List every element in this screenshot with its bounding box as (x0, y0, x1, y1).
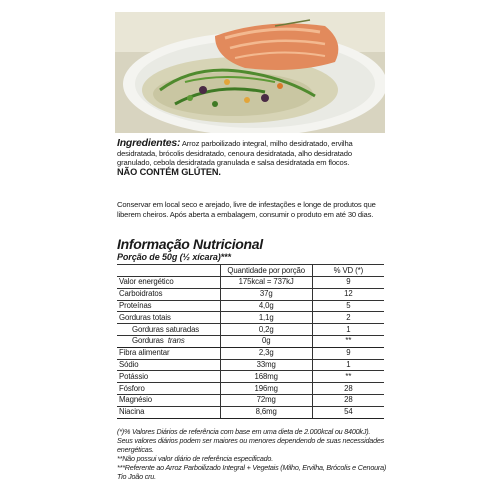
ingredients-label: Ingredientes: (117, 137, 181, 149)
table-row (117, 359, 384, 371)
row-vd: ** (312, 335, 384, 347)
row-vd: 12 (312, 288, 384, 300)
row-name: Valor energético (117, 277, 220, 289)
header-daily-value: % VD (*) (312, 265, 384, 277)
footnote-daily-values: (*)% Valores Diários de referência com base em uma dieta de 2.000kcal ou 8400kJ). Seus valores diários podem ser maiores ou menores dependendo de suas necessidades energéticas. (117, 427, 385, 454)
row-qty: 196mg (220, 383, 312, 395)
row-name: Fibra alimentar (117, 347, 220, 359)
row-qty: 33mg (220, 359, 312, 371)
row-vd: 54 (312, 406, 384, 418)
header-quantity: Quantidade por porção (220, 265, 312, 277)
row-qty: 8,6mg (220, 406, 312, 418)
table-row (117, 312, 384, 324)
row-name (117, 335, 220, 347)
row-name: Niacina (117, 406, 220, 418)
row-vd: 1 (312, 324, 384, 336)
row-qty: 4,0g (220, 300, 312, 312)
row-vd: 2 (312, 312, 384, 324)
footnotes (117, 428, 387, 481)
row-name: Proteínas (117, 300, 220, 312)
row-name: Carboidratos (117, 288, 220, 300)
row-vd: 28 (312, 383, 384, 395)
ingredients-block (117, 139, 387, 177)
product-photo (115, 12, 385, 133)
nutrition-header-row (117, 265, 384, 277)
row-name: Gorduras saturadas (117, 324, 220, 336)
row-vd: 9 (312, 347, 384, 359)
nutrition-portion: Porção de 50g (½ xícara)*** (117, 252, 231, 262)
table-row (117, 394, 384, 406)
row-name-text: Gorduras (132, 336, 164, 346)
table-row (117, 406, 384, 418)
table-row (117, 300, 384, 312)
header-nutrient (117, 265, 220, 277)
table-row (117, 383, 384, 395)
table-row (117, 324, 384, 336)
row-qty: 175kcal = 737kJ (220, 277, 312, 289)
row-vd: ** (312, 371, 384, 383)
row-name: Magnésio (117, 394, 220, 406)
row-name: Fósforo (117, 383, 220, 395)
row-qty: 0,2g (220, 324, 312, 336)
row-qty: 168mg (220, 371, 312, 383)
row-name: Sódio (117, 359, 220, 371)
nutrition-table (117, 264, 384, 419)
row-qty: 72mg (220, 394, 312, 406)
row-vd: 9 (312, 277, 384, 289)
table-row (117, 371, 384, 383)
ingredients-text: Arroz parboilizado integral, milho desidratado, ervilha desidratada, brócolis desidratado, cenoura desidratada, alho desidratado granulado, cebola desidratada granulada e salsa desidratada em flocos. (117, 139, 353, 168)
table-row (117, 277, 384, 289)
nutrition-title: Informação Nutricional (117, 236, 263, 252)
row-vd: 28 (312, 394, 384, 406)
row-vd: 5 (312, 300, 384, 312)
row-vd: 1 (312, 359, 384, 371)
table-row (117, 347, 384, 359)
row-qty: 2,3g (220, 347, 312, 359)
footnote-no-reference: **Não possui valor diário de referência especificado. (117, 453, 274, 463)
table-row (117, 335, 384, 347)
row-name-italic: trans (167, 336, 185, 346)
row-qty: 1,1g (220, 312, 312, 324)
row-qty: 37g (220, 288, 312, 300)
table-row (117, 288, 384, 300)
row-name: Potássio (117, 371, 220, 383)
row-qty: 0g (220, 335, 312, 347)
gluten-warning: NÃO CONTÉM GLÚTEN. (117, 166, 221, 177)
row-name: Gorduras totais (117, 312, 220, 324)
storage-instructions: Conservar em local seco e arejado, livre de infestações e longe de produtos que liberem cheiros. Após aberta a embalagem, consumir o produto em até 30 dias. (117, 200, 376, 219)
footnote-product-reference: ***Referente ao Arroz Parboilizado Integral + Vegetais (Milho, Ervilha, Brócolis e Cenoura) Tio João cru. (117, 462, 387, 481)
